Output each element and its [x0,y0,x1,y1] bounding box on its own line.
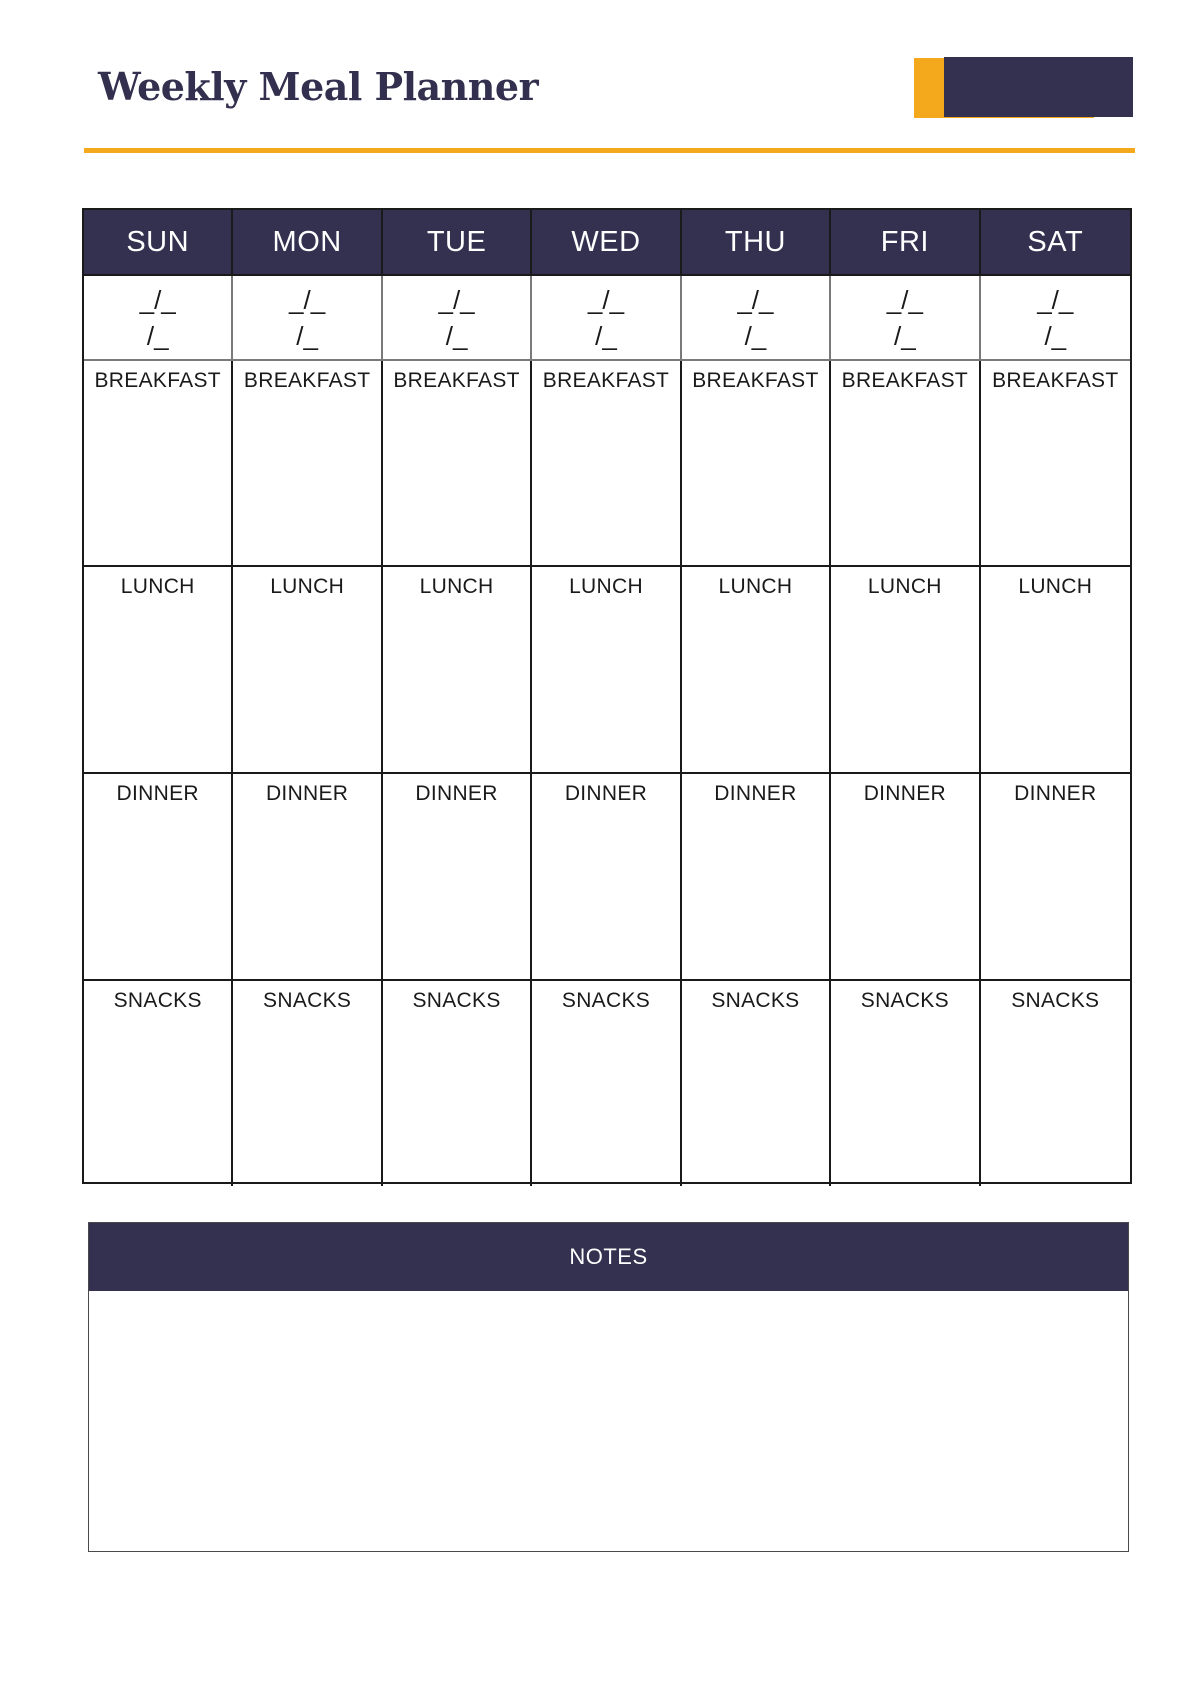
meal-label-snacks: SNACKS [263,989,352,1012]
meal-cell-fri-dinner[interactable] [831,774,980,981]
date-blank-line2: /_ [296,320,318,351]
meal-cell-sun-snacks[interactable] [84,981,233,1186]
meal-label-dinner: DINNER [863,782,946,805]
page-title: Weekly Meal Planner [98,64,539,109]
meal-cell-sun-dinner[interactable] [84,774,233,981]
meal-cell-tue-lunch[interactable] [383,567,532,774]
notes-input[interactable] [89,1291,1128,1551]
meal-cell-tue-snacks[interactable] [383,981,532,1186]
meal-cell-fri-snacks[interactable] [831,981,980,1186]
meal-cell-thu-dinner[interactable] [682,774,831,981]
meal-label-breakfast: BREAKFAST [393,369,520,392]
date-cell-mon[interactable] [233,276,382,361]
notes-section [88,1222,1129,1552]
meal-cell-sat-lunch[interactable] [981,567,1130,774]
title-divider [84,148,1135,153]
date-cell-fri[interactable] [831,276,980,361]
meal-cell-mon-lunch[interactable] [233,567,382,774]
date-blank-line2: /_ [894,320,916,351]
day-header-sat: SAT [981,210,1130,276]
meal-label-breakfast: BREAKFAST [94,369,221,392]
meal-label-lunch: LUNCH [1018,575,1093,598]
day-header-sun: SUN [84,210,233,276]
meal-label-dinner: DINNER [714,782,797,805]
meal-cell-tue-dinner[interactable] [383,774,532,981]
date-blank-line1: _/_ [438,284,475,315]
meal-label-lunch: LUNCH [569,575,643,598]
meal-cell-wed-snacks[interactable] [532,981,681,1186]
meal-label-lunch: LUNCH [120,575,195,598]
notes-header: NOTES [89,1223,1128,1291]
meal-label-dinner: DINNER [265,782,349,805]
meal-label-dinner: DINNER [1014,782,1097,805]
date-cell-tue[interactable] [383,276,532,361]
meal-cell-sat-snacks[interactable] [981,981,1130,1186]
meal-label-snacks: SNACKS [711,989,800,1012]
meal-cell-thu-snacks[interactable] [682,981,831,1186]
meal-label-breakfast: BREAKFAST [692,369,819,392]
date-cell-sun[interactable] [84,276,233,361]
meal-label-lunch: LUNCH [270,575,345,598]
meal-cell-sun-breakfast[interactable] [84,361,233,567]
meal-label-breakfast: BREAKFAST [243,369,371,392]
meal-label-lunch: LUNCH [867,575,942,598]
meal-label-dinner: DINNER [415,782,498,805]
date-cell-thu[interactable] [682,276,831,361]
date-blank-line2: /_ [595,320,617,351]
meal-label-snacks: SNACKS [561,989,651,1012]
meal-cell-mon-snacks[interactable] [233,981,382,1186]
meal-label-dinner: DINNER [564,782,648,805]
date-blank-line2: /_ [146,320,169,351]
meal-label-breakfast: BREAKFAST [992,369,1119,392]
date-cell-sat[interactable] [981,276,1130,361]
meal-cell-sat-breakfast[interactable] [981,361,1130,567]
meal-label-lunch: LUNCH [419,575,494,598]
meal-cell-sat-dinner[interactable] [981,774,1130,981]
meal-planner-grid [82,208,1132,1184]
meal-cell-wed-lunch[interactable] [532,567,681,774]
accent-block-navy [944,57,1133,117]
date-blank-line1: _/_ [886,284,923,315]
meal-label-lunch: LUNCH [718,575,793,598]
meal-cell-mon-breakfast[interactable] [233,361,382,567]
date-blank-line1: _/_ [737,284,774,315]
meal-cell-mon-dinner[interactable] [233,774,382,981]
date-blank-line1: _/_ [139,284,176,315]
meal-cell-sun-lunch[interactable] [84,567,233,774]
date-blank-line2: /_ [445,320,468,351]
meal-label-snacks: SNACKS [860,989,949,1012]
date-cell-wed[interactable] [532,276,681,361]
day-header-tue: TUE [383,210,532,276]
meal-cell-tue-breakfast[interactable] [383,361,532,567]
meal-cell-fri-breakfast[interactable] [831,361,980,567]
meal-cell-fri-lunch[interactable] [831,567,980,774]
meal-cell-wed-dinner[interactable] [532,774,681,981]
date-blank-line2: /_ [744,320,767,351]
day-header-thu: THU [682,210,831,276]
meal-label-dinner: DINNER [116,782,199,805]
meal-cell-wed-breakfast[interactable] [532,361,681,567]
day-header-wed: WED [532,210,681,276]
date-blank-line2: /_ [1044,320,1067,351]
meal-cell-thu-lunch[interactable] [682,567,831,774]
date-blank-line1: _/_ [289,284,326,315]
meal-label-breakfast: BREAKFAST [841,369,969,392]
meal-cell-thu-breakfast[interactable] [682,361,831,567]
date-blank-line1: _/_ [587,284,625,315]
meal-label-snacks: SNACKS [412,989,501,1012]
date-blank-line1: _/_ [1037,284,1074,315]
meal-label-breakfast: BREAKFAST [542,369,670,392]
meal-label-snacks: SNACKS [113,989,202,1012]
day-header-mon: MON [233,210,382,276]
day-header-fri: FRI [831,210,980,276]
meal-label-snacks: SNACKS [1011,989,1100,1012]
